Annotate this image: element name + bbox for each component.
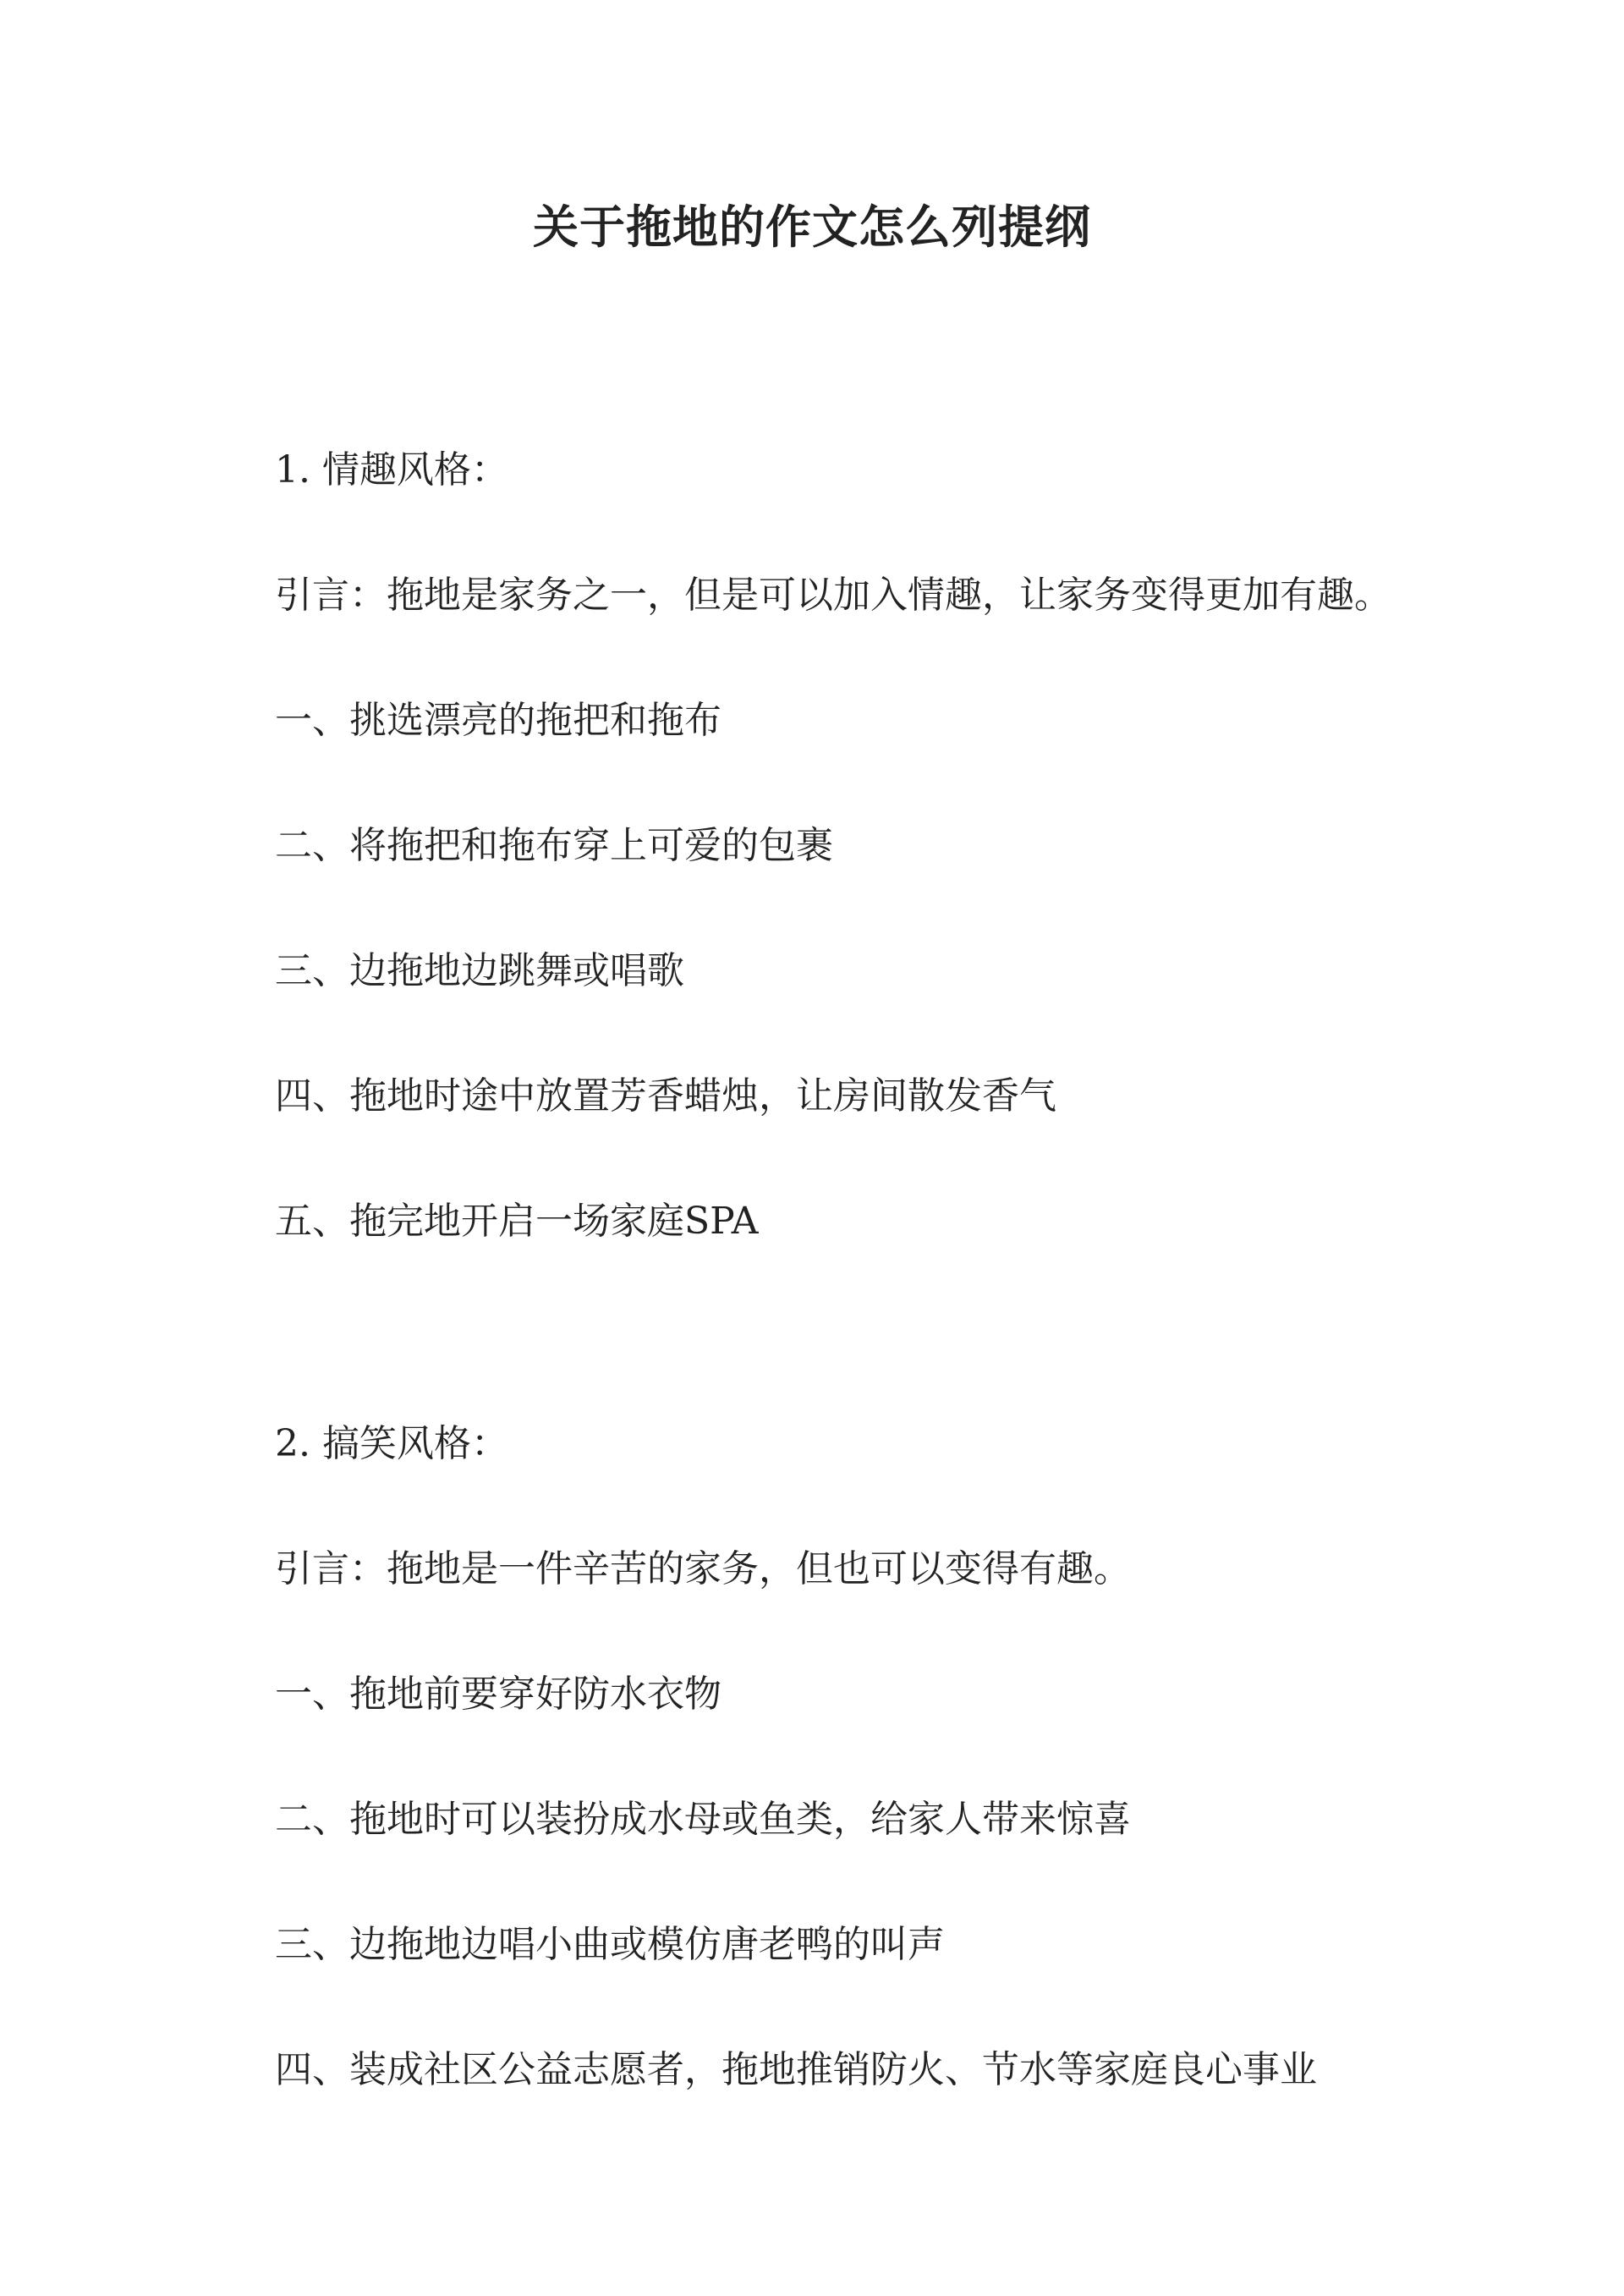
outline-item: 二、将拖把和拖布穿上可爱的包裹 bbox=[275, 824, 833, 867]
outline-item: 四、拖地时途中放置芳香蜡烛，让房间散发香气 bbox=[275, 1074, 1056, 1118]
outline-item: 一、挑选漂亮的拖把和拖布 bbox=[275, 699, 721, 742]
outline-item: 三、边拖地边唱小曲或模仿唐老鸭的叫声 bbox=[275, 1923, 945, 1966]
section-intro: 引言：拖地是一件辛苦的家务，但也可以变得有趣。 bbox=[275, 1547, 1131, 1590]
outline-item: 五、拖完地开启一场家庭SPA bbox=[275, 1200, 759, 1243]
section-intro: 引言：拖地是家务之一，但是可以加入情趣，让家务变得更加有趣。 bbox=[275, 574, 1391, 617]
outline-item: 二、拖地时可以装扮成水母或鱼类，给家人带来惊喜 bbox=[275, 1798, 1131, 1841]
document-title: 关于拖地的作文怎么列提纲 bbox=[533, 200, 1091, 254]
section-heading: 1. 情趣风格： bbox=[275, 448, 508, 492]
outline-item: 三、边拖地边跳舞或唱歌 bbox=[275, 949, 684, 992]
outline-item: 一、拖地前要穿好防水衣物 bbox=[275, 1673, 721, 1716]
section-heading: 2. 搞笑风格： bbox=[275, 1422, 508, 1465]
outline-item: 四、装成社区公益志愿者，拖地推销防火、节水等家庭良心事业 bbox=[275, 2048, 1317, 2091]
